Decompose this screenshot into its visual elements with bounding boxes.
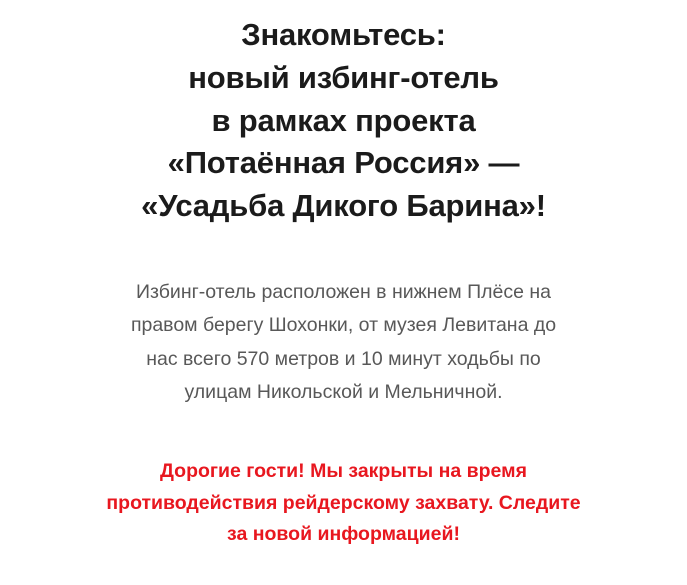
notice-line: Дорогие гости! Мы закрыты на время (160, 459, 527, 482)
notice-line: противодействия рейдерскому захвату. Следите (106, 491, 581, 514)
headline-line: Знакомьтесь: (241, 17, 446, 52)
intro-paragraph (74, 276, 614, 410)
headline-line: «Усадьба Дикого Барина»! (141, 188, 546, 224)
headline-line: новый избинг-отель (188, 59, 499, 95)
intro-line: правом берегу Шохонки, от музея Левитана до (130, 314, 557, 337)
headline-line: в рамках проекта (211, 102, 476, 138)
intro-line: нас всего 570 метров и 10 минут ходьбы по (146, 347, 541, 370)
intro-line: улицам Никольской и Мельничной. (184, 381, 503, 404)
notice-line: за новой информацией! (227, 523, 460, 546)
headline-line: «Потаённая Россия» — (167, 145, 520, 181)
closure-notice (59, 456, 629, 551)
intro-line: Избинг-отель расположен в нижнем Плёсе на (136, 280, 551, 303)
page-title (22, 14, 665, 228)
